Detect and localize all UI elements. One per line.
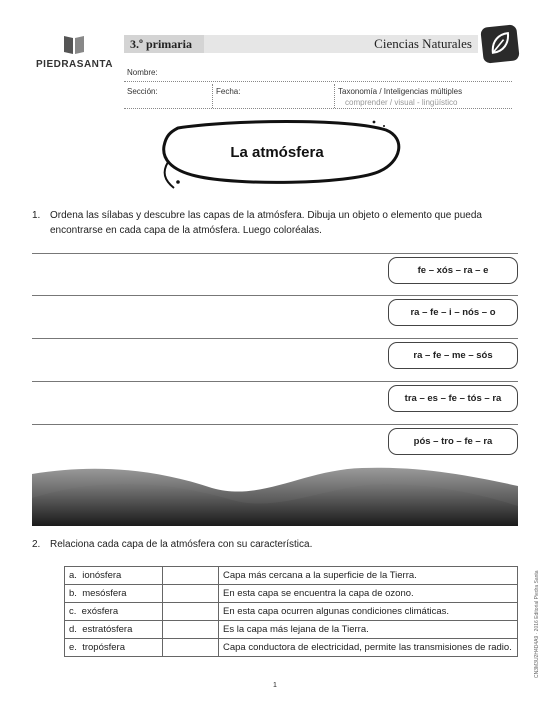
name-field-label: Nombre:	[127, 68, 158, 77]
syllable-pill: fe – xós – ra – e	[388, 257, 518, 284]
divider	[334, 84, 335, 108]
taxonomy-sublabel: comprender / visual - lingüístico	[345, 98, 458, 107]
date-field-label: Fecha:	[216, 87, 241, 96]
question-1-text: Ordena las sílabas y descubre las capas de la atmósfera. Dibuja un objeto o elemento que pueda encontrarse en cada capa de la atmósfera. Luego coloréalas.	[50, 210, 482, 236]
layer-name: estratósfera	[82, 624, 133, 635]
answer-cell[interactable]	[163, 585, 219, 603]
answer-cell[interactable]	[163, 621, 219, 639]
question-1-number: 1.	[32, 210, 41, 221]
syllable-pill: tra – es – fe – tós – ra	[388, 385, 518, 412]
answer-cell[interactable]	[163, 567, 219, 585]
layer-cell	[65, 567, 163, 585]
answer-cell[interactable]	[163, 639, 219, 657]
layer-cell	[65, 585, 163, 603]
description-cell: En esta capa ocurren algunas condiciones climáticas.	[219, 603, 518, 621]
divider	[212, 84, 213, 108]
answer-row-line	[32, 253, 518, 254]
leaf-badge	[480, 24, 520, 64]
page-title: La atmósfera	[230, 144, 324, 161]
answer-row-line	[32, 424, 518, 425]
table-row	[65, 603, 518, 621]
syllable-pill: pós – tro – fe – ra	[388, 428, 518, 455]
description-cell: Capa más cercana a la superficie de la Tierra.	[219, 567, 518, 585]
row-letter: a.	[69, 570, 77, 581]
answer-row-line	[32, 338, 518, 339]
answer-row-line	[32, 381, 518, 382]
table-row	[65, 567, 518, 585]
layer-name: ionósfera	[82, 570, 122, 581]
layer-cell	[65, 639, 163, 657]
hills-illustration	[32, 462, 518, 526]
layer-cell	[65, 603, 163, 621]
layer-cell	[65, 621, 163, 639]
row-letter: d.	[69, 624, 77, 635]
grade-label: 3.º primaria	[124, 35, 204, 53]
taxonomy-label: Taxonomía / Inteligencias múltiples	[338, 87, 463, 96]
name-field-line[interactable]	[124, 81, 512, 82]
layer-name: tropósfera	[82, 642, 125, 653]
section-field-line[interactable]	[124, 108, 512, 109]
side-code: CN3M3U2H4D4A9 · 2016 Editorial Piedra Santa	[534, 570, 540, 678]
brand-logo: PIEDRASANTA	[36, 59, 113, 70]
table-row	[65, 585, 518, 603]
book-logo-icon	[63, 33, 85, 55]
row-letter: c.	[69, 606, 77, 617]
row-letter: b.	[69, 588, 77, 599]
subject-title: Ciencias Naturales	[204, 35, 478, 53]
description-cell: Es la capa más lejana de la Tierra.	[219, 621, 518, 639]
description-cell: En esta capa se encuentra la capa de ozono.	[219, 585, 518, 603]
leaf-icon	[480, 24, 520, 64]
syllable-pill: ra – fe – me – sós	[388, 342, 518, 369]
layer-name: mesósfera	[82, 588, 127, 599]
table-row	[65, 621, 518, 639]
page-number: 1	[273, 682, 277, 689]
table-row	[65, 639, 518, 657]
question-2-text: Relaciona cada capa de la atmósfera con su característica.	[50, 539, 313, 550]
matching-table	[64, 566, 518, 657]
section-field-label: Sección:	[127, 87, 158, 96]
description-cell: Capa conductora de electricidad, permite las transmisiones de radio.	[219, 639, 518, 657]
answer-cell[interactable]	[163, 603, 219, 621]
answer-row-line	[32, 295, 518, 296]
row-letter: e.	[69, 642, 77, 653]
question-2-number: 2.	[32, 539, 41, 550]
syllable-pill: ra – fe – i – nós – o	[388, 299, 518, 326]
layer-name: exósfera	[81, 606, 119, 617]
